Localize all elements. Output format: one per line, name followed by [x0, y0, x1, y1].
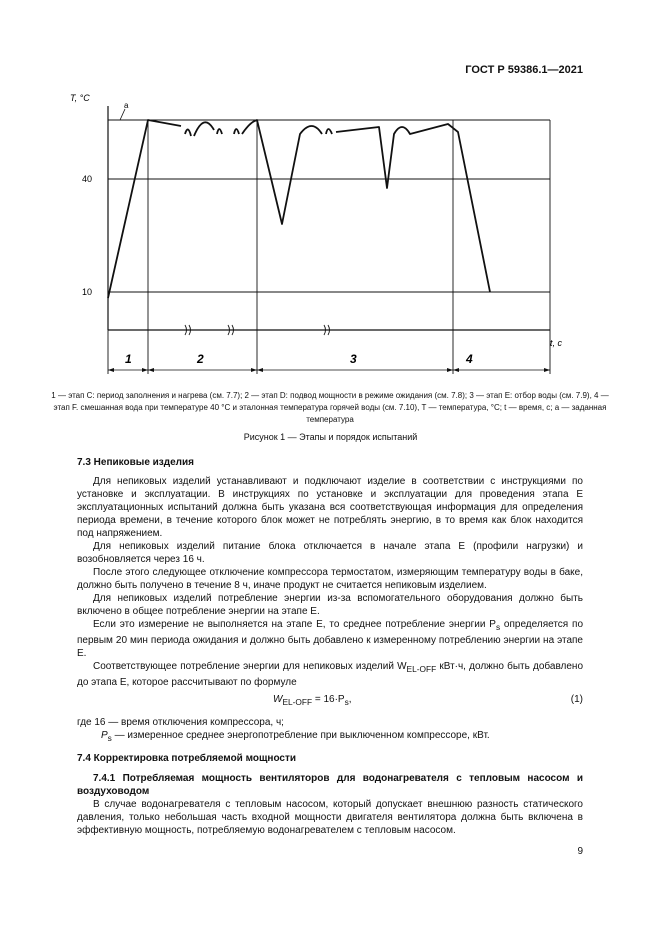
- y-tick-10: 10: [82, 287, 93, 297]
- x-axis-label: t, с: [550, 338, 563, 348]
- y-axis-label: T, °C: [70, 93, 90, 103]
- figure-legend: 1 — этап C: период заполнения и нагрева (см. 7.7); 2 — этап D: подвод мощности в режиме ожидания (см. 7.8); 3 — этап E: отбор воды (см. 7.9), 4 — этап F. смешанная вода при температуре 40 °C и эталонная температура горячей воды (см. 7.10), T — температура, °C; t — время, с; a — заданная температура: [51, 391, 609, 424]
- test-stages-diagram: [64, 84, 564, 384]
- section-title: 7.3 Непиковые изделия: [77, 457, 195, 468]
- stage-label-2: 2: [197, 352, 204, 366]
- arrow-head: [251, 368, 257, 372]
- section-title: 7.4 Корректировка потребляемой мощности: [77, 753, 297, 764]
- paragraph: Для непиковых изделий питание блока отключается в начале этапа E (профили нагрузки) и возобновляется через 16 ч.: [77, 541, 583, 565]
- definition: где 16 — время отключения компрессора, ч;: [77, 717, 284, 728]
- a-leader: [120, 109, 125, 120]
- subsection-title: 7.4.1 Потребляемая мощность вентиляторов для водонагревателя с тепловым насосом и воздуховодом: [77, 773, 583, 797]
- arrow-head: [447, 368, 453, 372]
- paragraph: Для непиковых изделий устанавливают и подключают изделие в соответствии с инструкциями по установке и эксплуатации. В инструкциях по установке и эксплуатации для проведения этапа E эксплуатационных испытаний должна быть указана вся соответствующая информация для определения периода времени, в течение которого блок может не потреблять энергию, в то время как блок находится под напряжением.: [77, 476, 583, 539]
- paragraph: Для непиковых изделий потребление энергии из-за вспомогательного оборудования должно быть включено в общее потребление энергии на этапе E.: [77, 593, 583, 617]
- paragraph: Соответствующее потребление энергии для непиковых изделий $W_{EL-OFF}$ кВт·ч, должно быть добавлено до этапа E, которое рассчитывают по формуле: [77, 661, 584, 688]
- arrow-head: [108, 368, 114, 372]
- paragraph: Если это измерение не выполняется на этапе E, то среднее потребление энергии $P_s$ определяется по первым 20 мин периода ожидания и должно быть добавлено к измеренному потреблению энергии на этапе E.: [77, 619, 584, 659]
- document-header: ГОСТ Р 59386.1—2021: [465, 64, 583, 76]
- section-7-4: [77, 752, 583, 837]
- arrow-head: [453, 368, 459, 372]
- formula-number: (1): [570, 694, 583, 705]
- formula-expression: $W_{EL-OFF} = 16\cdot P_s$,: [273, 694, 352, 707]
- arrow-head: [148, 368, 154, 372]
- figure-1: [64, 84, 564, 384]
- temperature-curve: [108, 120, 490, 298]
- formula-1: [77, 694, 583, 710]
- arrow-head: [142, 368, 148, 372]
- figure-caption: Рисунок 1 — Этапы и порядок испытаний: [243, 432, 418, 442]
- paragraph: В случае водонагревателя с тепловым насосом, который допускает внешнюю разность статического давления, только небольшая часть входной мощности двигателя вентилятора должна быть включена в эффективную мощность, потребляемую водонагревателем с тепловым насосом.: [77, 799, 583, 836]
- arrow-head: [257, 368, 263, 372]
- arrow-head: [544, 368, 550, 372]
- stage-label-3: 3: [350, 352, 357, 366]
- formula-definitions: [77, 716, 583, 745]
- definition: $P_s$ — измеренное среднее энергопотребление при выключенном компрессоре, кВт.: [101, 730, 490, 743]
- stage-label-4: 4: [466, 352, 473, 366]
- page-number: 9: [577, 846, 583, 857]
- a-label: а: [124, 101, 129, 110]
- stage-label-1: 1: [125, 352, 132, 366]
- paragraph: После этого следующее отключение компрессора термостатом, измеряющим температуру воды в баке, должно быть получено в течение 8 ч, иначе продукт не считается непиковым изделием.: [77, 567, 583, 591]
- section-7-3: [77, 456, 583, 689]
- y-tick-40: 40: [82, 174, 93, 184]
